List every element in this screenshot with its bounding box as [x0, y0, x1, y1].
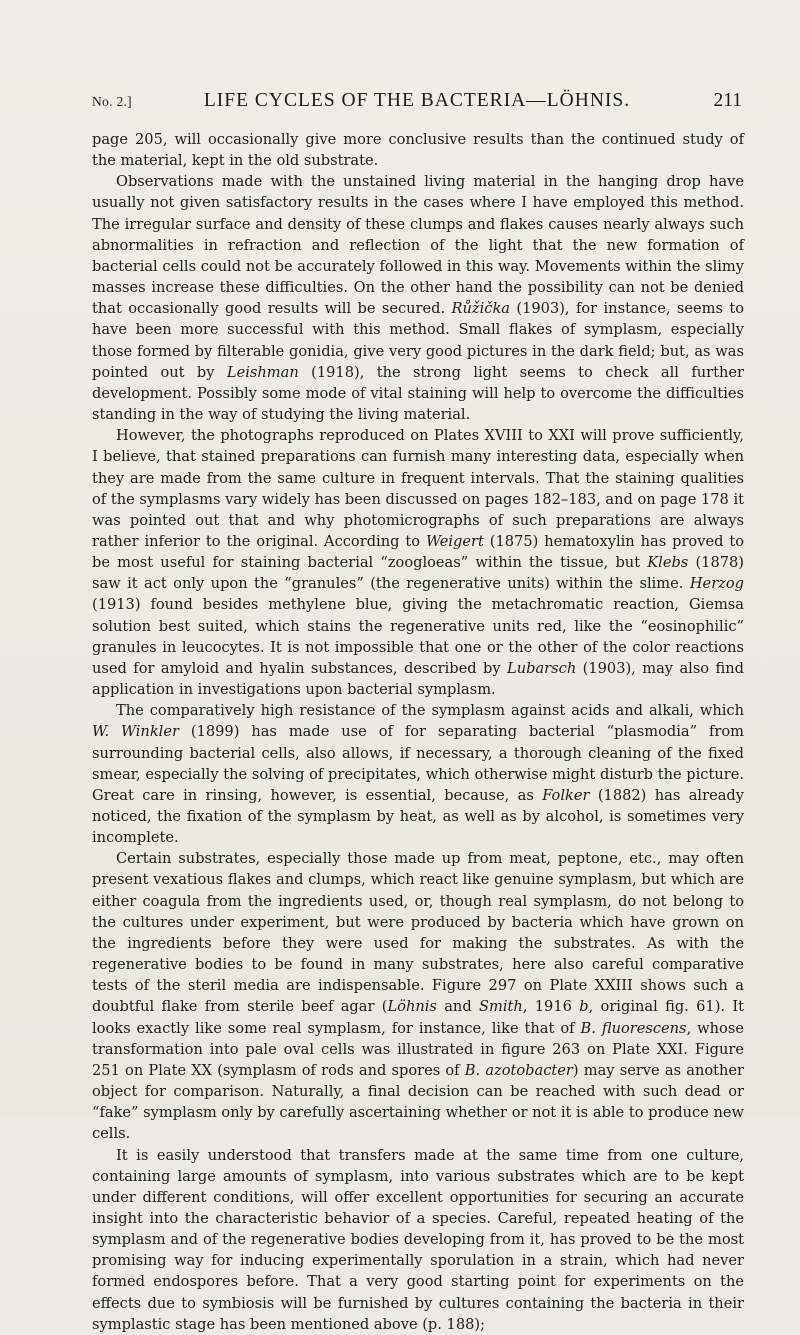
- cited-author-or-term: Smith: [479, 998, 523, 1016]
- page-number: 211: [713, 90, 742, 111]
- cited-author-or-term: b: [579, 998, 589, 1016]
- body-text: [92, 129, 744, 1335]
- text-run: ) may serve as another object for comparison. Naturally, a final decision can be reached with such dead or “fake” symplasm only by carefully ascertaining whether or not it is able to produce new cells.: [92, 1061, 745, 1143]
- cited-author-or-term: Leishman: [226, 363, 299, 381]
- text-run: (1913) found besides methylene blue, giving the metachromatic reaction, Giemsa solution best suited, which stains the regenerative units red, like the “eosinophilic” granules in leucocytes. It is not impossible that one or the other of the color reactions used for amyloid and hyalin substances, described by: [92, 596, 744, 677]
- text-run: It is easily understood that transfers made at the same time from one culture, containing large amounts of symplasm, into various substrates which are to be kept under different conditions, will offer excellent opportunities for securing an accurate insight into the characteristic behavior of a species. Careful, repeated heating of the symplasm and of the regenerative bodies developing from it, has proved to be the most promising way for inducing experimentally sporulation in a strain, which had never formed endospores before. That a very good starting point for experiments on the effects due to symbiosis will be furnished by cultures containing the bacteria in their symplastic stage has been mentioned above (p. 188);: [92, 1146, 744, 1333]
- text-run: , original fig. 61). It looks exactly like some real symplasm, for instance, like that of: [92, 998, 744, 1037]
- text-run: (1899) has made use of for separating bacterial “plasmodia” from surrounding bacterial cells, also allows, if necessary, a thorough cleaning of the fixed smear, especially the solving of precipitates, which otherwise might disturb the picture. Great care in rinsing, however, is essential, because, as: [92, 723, 744, 804]
- running-title: LIFE CYCLES OF THE BACTERIA—LÖHNIS.: [203, 90, 631, 111]
- cited-author-or-term: Folker: [542, 786, 590, 804]
- cited-author-or-term: Klebs: [647, 554, 689, 572]
- text-run: Certain substrates, especially those made up from meat, peptone, etc., may often present vexatious flakes and clumps, which react like genuine symplasm, but which are either coagula from the ingredients used, or, though real symplasm, do not belong to the cultures under experiment, but were produced by bacteria which have grown on the ingredients before they were used for making the substrates. As with the regenerative bodies to be found in many substrates, here also careful comparative tests of the steril media are indispensable. Figure 297 on Plate XXIII shows such a doubtful flake from sterile beef agar (: [92, 850, 744, 1016]
- cited-author-or-term: Weigert: [425, 532, 484, 550]
- cited-author-or-term: B. azotobacter: [464, 1061, 573, 1079]
- cited-author-or-term: Herzog: [689, 575, 744, 593]
- text-run: , 1916: [522, 998, 580, 1016]
- text-run: and: [436, 998, 480, 1016]
- paragraph: [92, 700, 744, 848]
- running-header: [92, 90, 742, 120]
- text-run: However, the photographs reproduced on Plates XVIII to XXI will prove sufficiently, I believe, that stained preparations can furnish many interesting data, especially when they are made from the same culture in frequent intervals. That the staining qualities of the symplasms vary widely has been discussed on pages 182–183, and on page 178 it was pointed out that and why photomicrographs of such preparations are always rather inferior to the original. According to: [92, 427, 744, 550]
- text-run: (1903), for instance, seems to have been more successful with this method. Small flakes of symplasm, especially those formed by filterable gonidia, give very good pictures in the dark field; but, as was pointed out by: [92, 300, 744, 381]
- text-run: page 205, will occasionally give more conclusive results than the continued study of the material, kept in the old substrate.: [92, 131, 744, 170]
- text-run: (1875) hematoxylin has proved to be most useful for staining bacterial “zoogloeas” within the tissue, but: [92, 532, 744, 572]
- text-run: (1882) has already noticed, the fixation of the symplasm by heat, as well as by alcohol, is sometimes very incomplete.: [92, 786, 744, 847]
- paragraph: [92, 171, 744, 425]
- text-run: (1903), may also find application in investigations upon bacterial symplasm.: [92, 659, 744, 699]
- text-run: , whose transformation into pale oval cells was illustrated in figure 263 on Plate XXI. Figure 251 on Plate XX (symplasm of rods and spores of: [92, 1019, 744, 1079]
- text-run: Observations made with the unstained living material in the hanging drop have usually not given satisfactory results in the cases where I have employed this method. The irregular surface and density of these clumps and flakes causes nearly always such abnormalities in refraction and reflection of the light that the new formation of bacterial cells could not be accurately followed in this way. Movements within the slimy masses increase these difficulties. On the other hand the possibility can not be denied that occasionally good results will be secured.: [92, 173, 744, 318]
- text-run: The comparatively high resistance of the symplasm against acids and alkali, which: [116, 702, 744, 720]
- paragraph: [92, 1145, 744, 1335]
- cited-author-or-term: Růžička: [451, 300, 511, 318]
- paragraph: [92, 425, 744, 700]
- paragraph: [92, 848, 744, 1144]
- cited-author-or-term: W. Winkler: [92, 723, 179, 741]
- cited-author-or-term: Lubarsch: [507, 659, 577, 677]
- text-run: (1918), the strong light seems to check all further development. Possibly some mode of vital staining will help to overcome the difficulties standing in the way of studying the living material.: [92, 363, 744, 424]
- text-run: (1878) saw it act only upon the “granules” (the regenerative units) within the slime.: [92, 554, 744, 593]
- cited-author-or-term: B. fluorescens: [580, 1019, 687, 1037]
- issue-number: No. 2.]: [92, 94, 132, 109]
- paragraph: [92, 129, 744, 171]
- cited-author-or-term: Löhnis: [387, 998, 437, 1016]
